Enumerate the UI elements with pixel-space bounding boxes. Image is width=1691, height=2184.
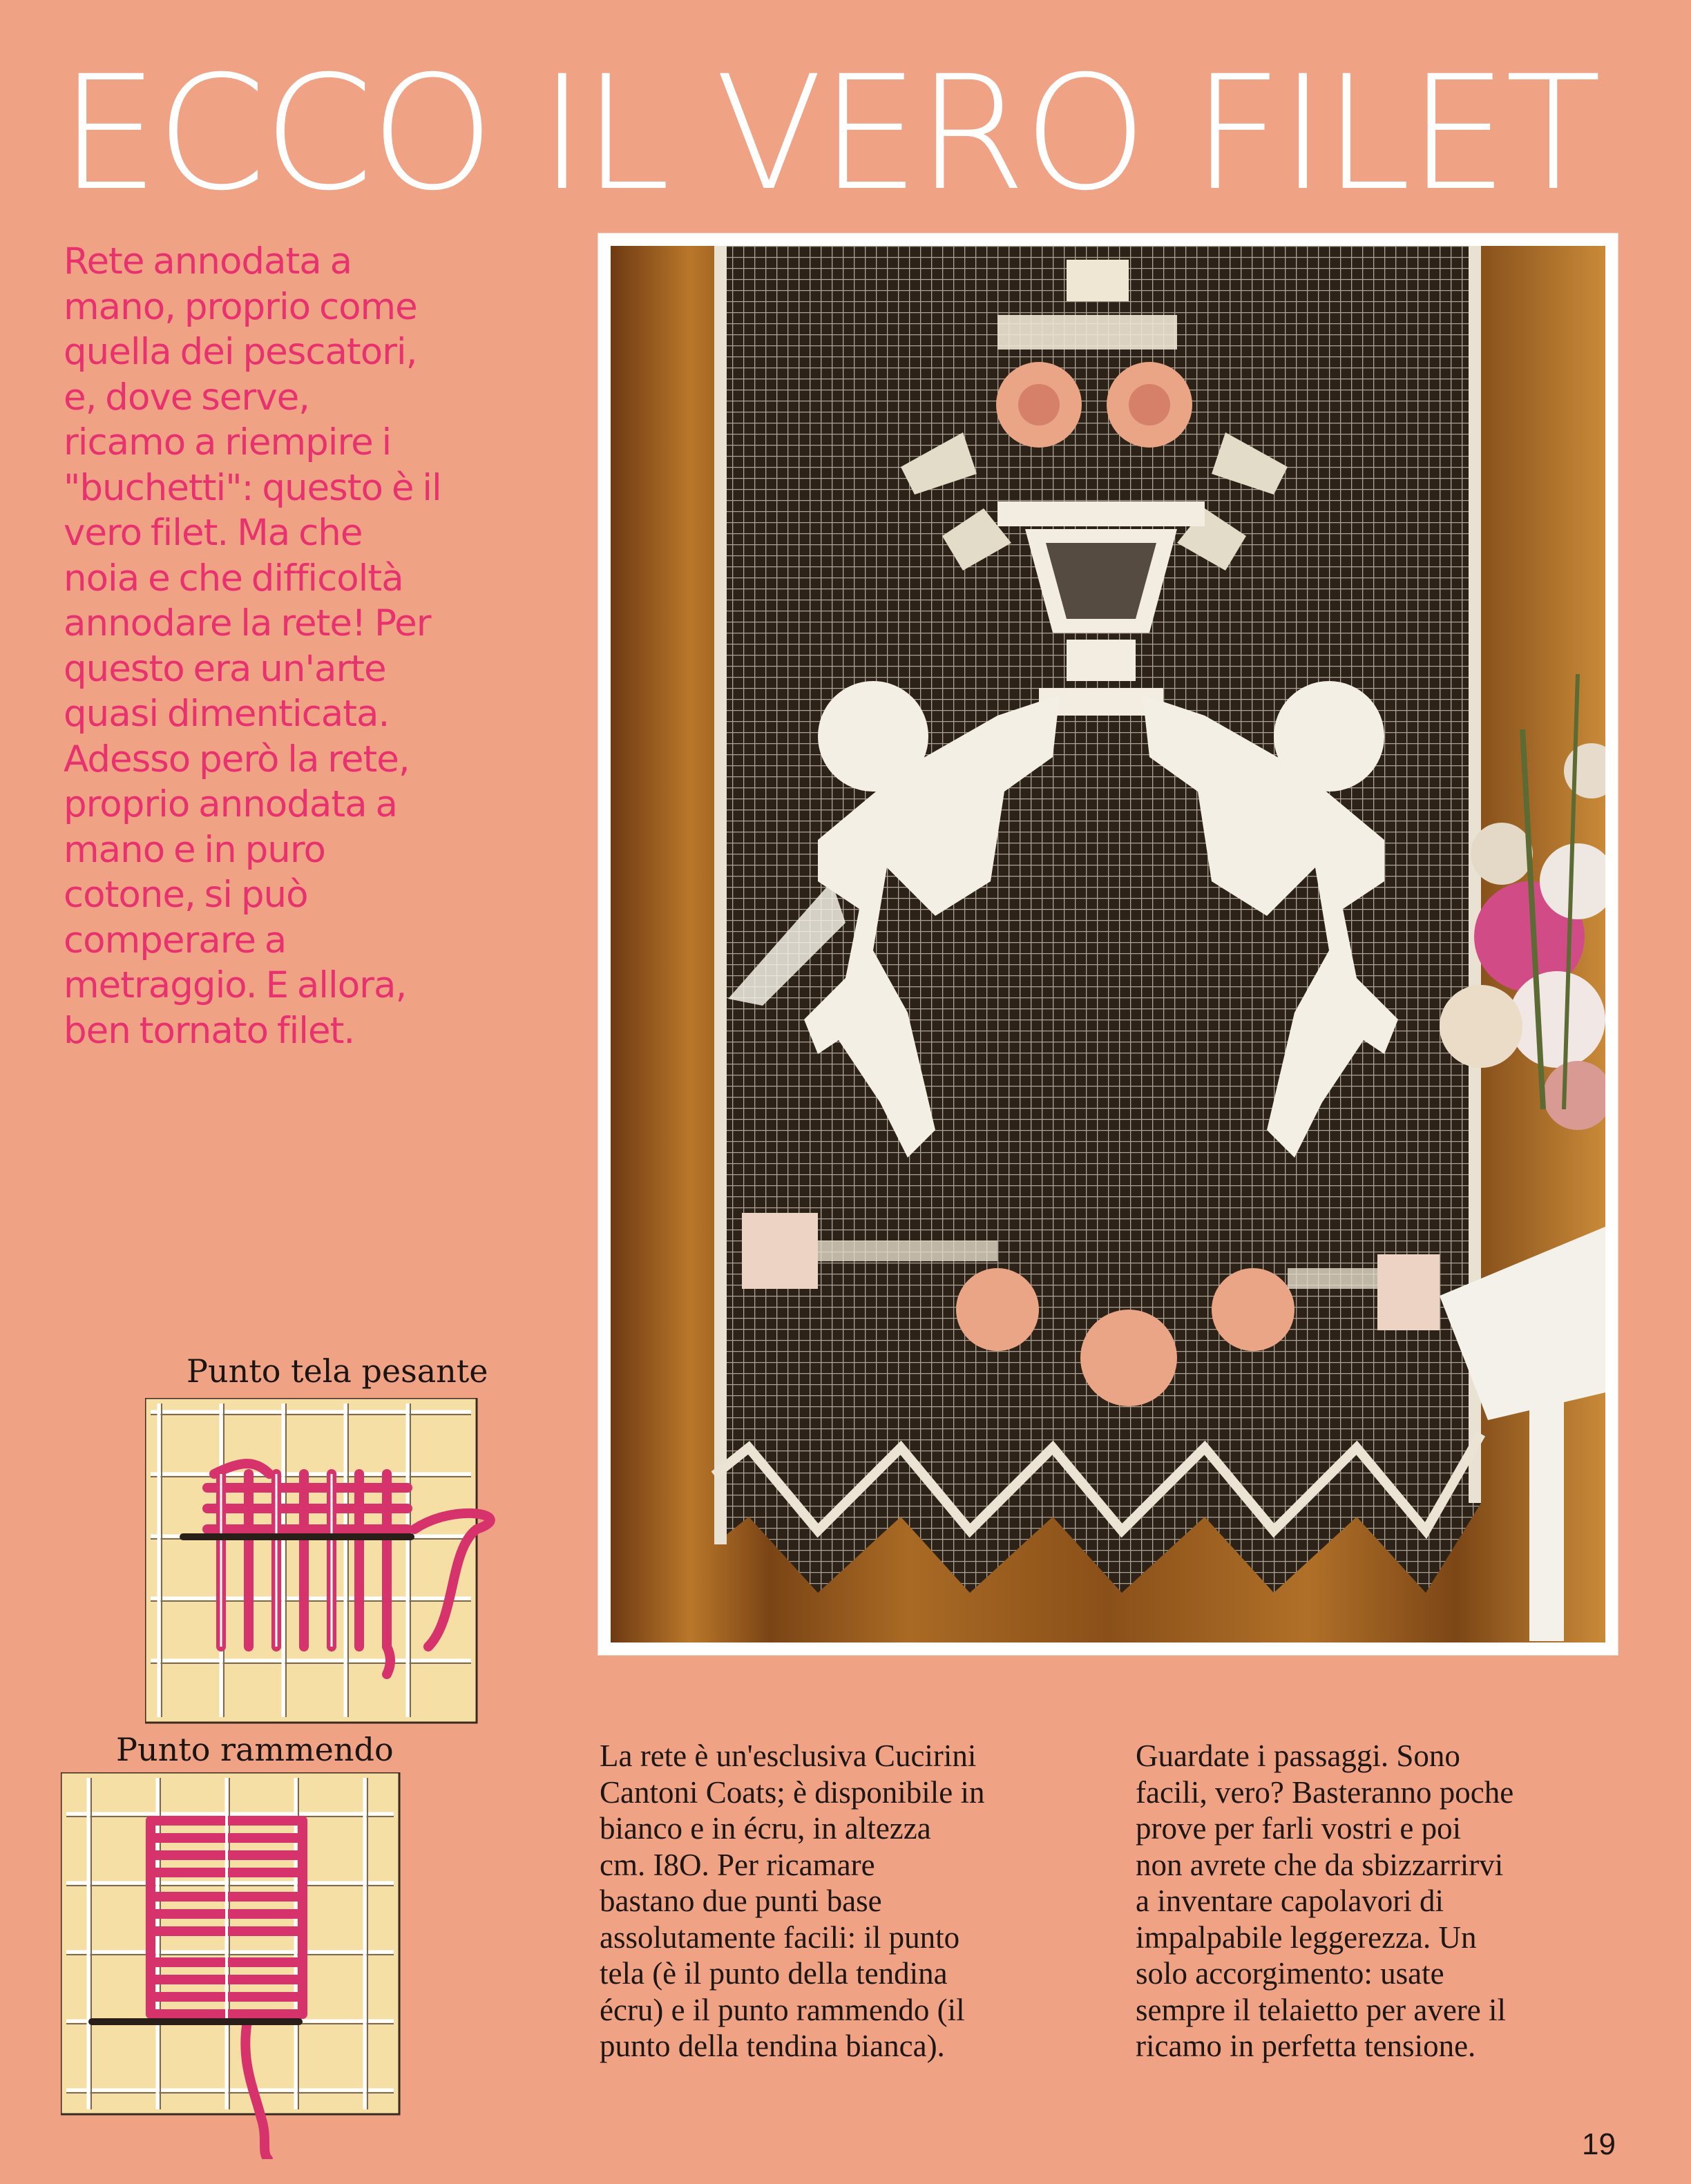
text-line: a inventare capolavori di — [1136, 1884, 1444, 1918]
punto-rammendo-diagram — [61, 1772, 406, 2159]
text-line: punto della tendina bianca). — [600, 2029, 945, 2063]
text-line: cm. I8O. Per ricamare — [600, 1847, 875, 1882]
text-line: prove per farli vostri e poi — [1136, 1811, 1462, 1846]
punto-tela-label: Punto tela pesante — [187, 1352, 488, 1390]
intro-line: quella dei pescatori, — [64, 331, 417, 373]
left-column-text — [600, 1738, 984, 2065]
intro-line: e, dove serve, — [64, 376, 310, 419]
text-line: La rete è un'esclusiva Cucirini — [600, 1738, 977, 1773]
intro-line: annodare la rete! Per — [64, 602, 431, 644]
intro-line: questo era un'arte — [64, 647, 386, 690]
punto-tela-diagram — [145, 1398, 518, 1730]
intro-line: ricamo a riempire i — [64, 421, 392, 463]
intro-paragraph — [64, 239, 561, 1053]
intro-line: comperare a — [64, 919, 287, 961]
curtain-illustration — [611, 246, 1605, 1642]
text-line: assolutamente facili: il punto — [600, 1919, 960, 1955]
text-line: écru) e il punto rammendo (il — [600, 1992, 965, 2027]
text-line: bastano due punti base — [600, 1884, 882, 1918]
page-number: 19 — [1582, 2127, 1616, 2161]
text-line: impalpabile leggerezza. Un — [1136, 1919, 1477, 1955]
right-column-text — [1136, 1738, 1513, 2065]
intro-line: noia e che difficoltà — [64, 557, 403, 600]
text-line: non avrete che da sbizzarrirvi — [1136, 1847, 1504, 1882]
filet-curtain-photo — [598, 233, 1618, 1655]
intro-line: "buchetti": questo è il — [64, 466, 441, 509]
intro-line: ben tornato filet. — [64, 1009, 355, 1052]
intro-line: Rete annodata a — [64, 240, 352, 282]
text-line: solo accorgimento: usate — [1136, 1956, 1444, 1991]
intro-line: proprio annodata a — [64, 783, 397, 825]
text-line: Cantoni Coats; è disponibile in — [600, 1774, 985, 1810]
text-line: facili, vero? Basteranno poche — [1136, 1774, 1514, 1810]
page-title: ECCO IL VERO FILET — [59, 41, 1599, 225]
intro-line: mano e in puro — [64, 828, 325, 871]
text-line: tela (è il punto della tendina — [600, 1956, 948, 1991]
intro-line: quasi dimenticata. — [64, 693, 390, 735]
text-line: bianco e in écru, in altezza — [600, 1811, 931, 1846]
intro-line: cotone, si può — [64, 874, 308, 916]
intro-line: vero filet. Ma che — [64, 512, 363, 554]
text-line: Guardate i passaggi. Sono — [1136, 1738, 1460, 1773]
punto-rammendo-label: Punto rammendo — [116, 1731, 394, 1768]
text-line: ricamo in perfetta tensione. — [1136, 2029, 1476, 2063]
intro-line: Adesso però la rete, — [64, 738, 410, 780]
text-line: sempre il telaietto per avere il — [1136, 1992, 1507, 2027]
intro-line: metraggio. E allora, — [64, 964, 407, 1006]
intro-line: mano, proprio come — [64, 285, 417, 328]
